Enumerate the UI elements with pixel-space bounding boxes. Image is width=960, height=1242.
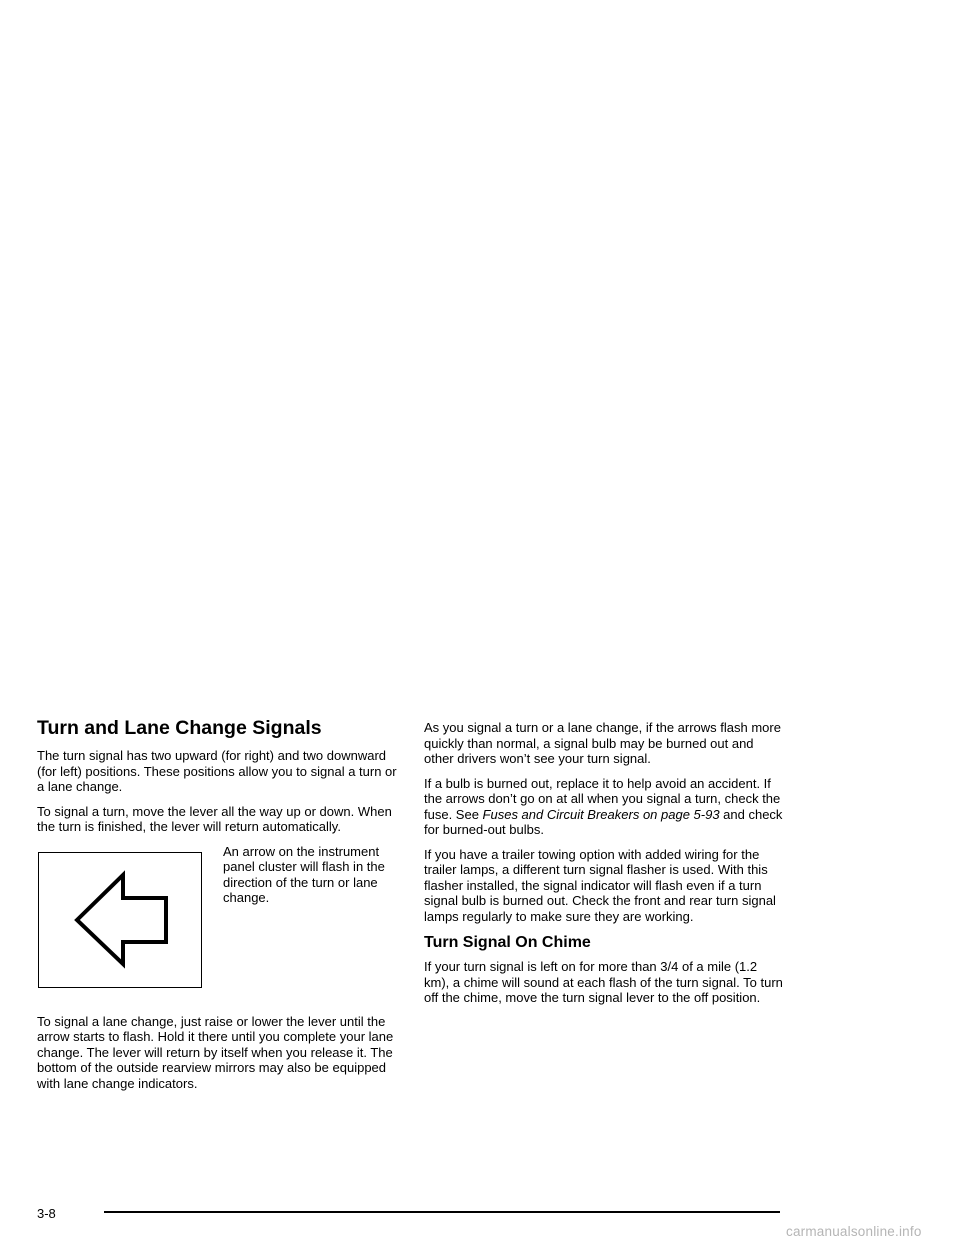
bulb-text-before: If a bulb is burned out, replace it to help avoid an accident. If the arrows don’t go on at all when you signal a turn, check the fuse. See [424,775,781,822]
figure-frame [38,852,202,988]
section-title: Turn and Lane Change Signals [37,717,322,739]
fuses-cross-reference-link[interactable]: Fuses and Circuit Breakers on page 5-93 [482,806,720,822]
page-number: 3-8 [37,1206,56,1221]
paragraph-lane-change: To signal a lane change, just raise or lower the lever until the arrow starts to flash. Hold it there until you complete your lane change. The lever will return by itself when you release it. The bottom of the outside rearview mirrors may also be equipped with lane change indicators. [37,1013,394,1091]
subsection-title: Turn Signal On Chime [424,934,591,951]
paragraph-trailer-towing: If you have a trailer towing option with added wiring for the trailer lamps, a different turn signal flasher is used. With this flasher installed, the signal indicator will flash even if a turn signal bulb is burned out. Check the front and rear turn signal lamps regularly to make sure they are working. [424,846,776,924]
paragraph-arrows-flash-quickly: As you signal a turn or a lane change, if the arrows flash more quickly than normal, a signal bulb may be burned out and other drivers won’t see your turn signal. [424,720,781,766]
footer-rule [104,1211,780,1213]
left-column [37,716,397,1100]
watermark: carmanualsonline.info [786,1224,922,1239]
figure-caption: An arrow on the instrument panel cluster will flash in the direction of the turn or lane change. [223,843,385,905]
bulb-text-after: and check for burned-out bulbs. [424,806,783,837]
paragraph-chime: If your turn signal is left on for more than 3/4 of a mile (1.2 km), a chime will sound at each flash of the turn signal. To turn off the chime, move the turn signal lever to the off position. [424,959,783,1005]
right-column [424,716,784,1015]
paragraph-turn-signal-positions: The turn signal has two upward (for right) and two downward (for left) positions. These positions allow you to signal a turn or a lane change. [37,748,397,794]
figure-row [37,844,397,1002]
turn-signal-arrow-left-icon [39,853,201,987]
paragraph-signal-a-turn: To signal a turn, move the lever all the way up or down. When the turn is finished, the lever will return automatically. [37,803,392,834]
paragraph-bulb-burned-out [424,776,784,838]
